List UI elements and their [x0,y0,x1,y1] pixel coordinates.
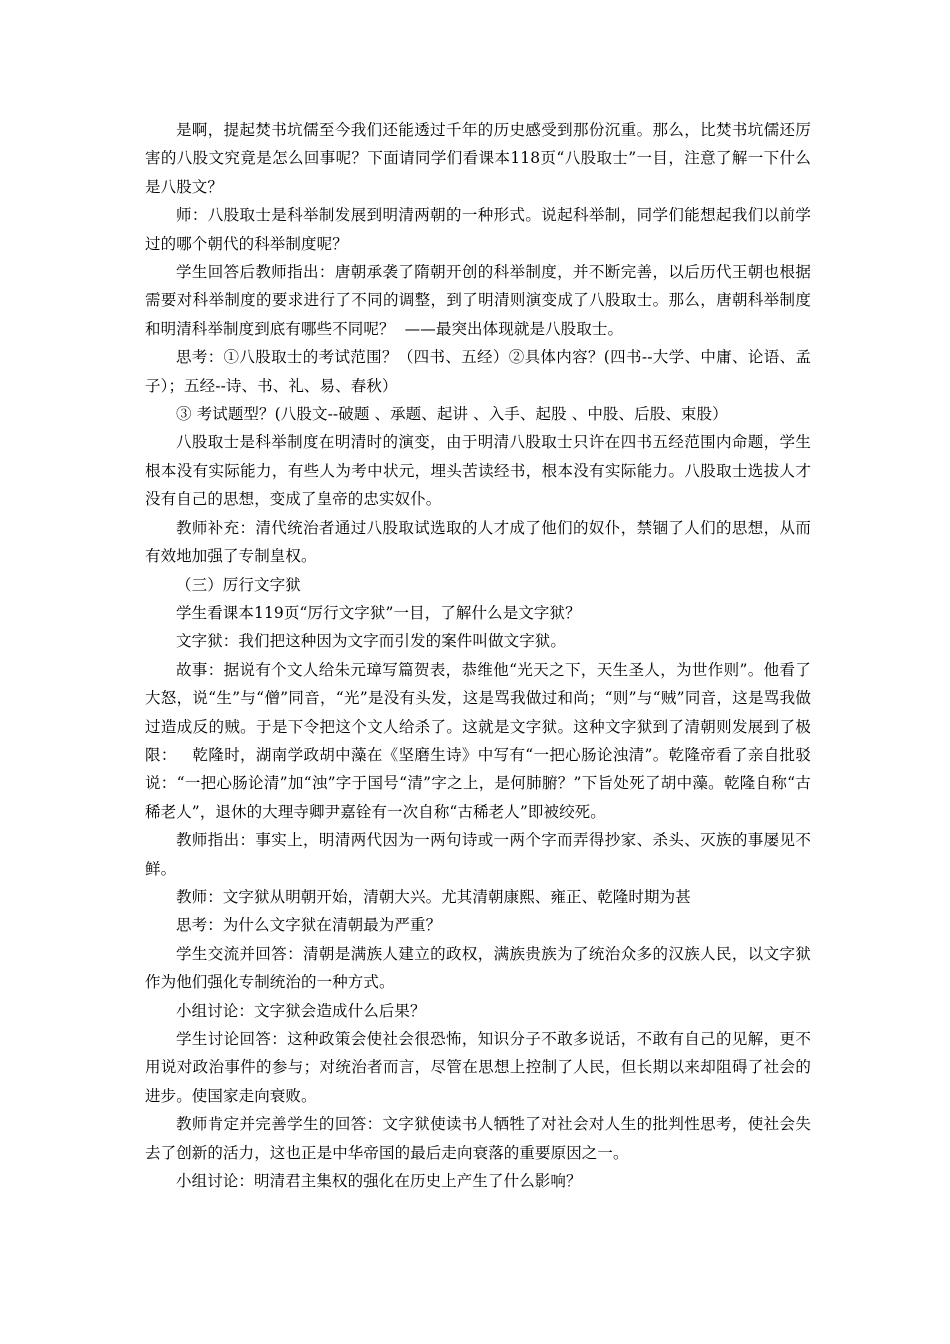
paragraph-teacher-points-out: 教师指出：事实上，明清两代因为一两句诗或一两个字而弄得抄家、杀头、灭族的事屡见不鲜。 [145,831,811,878]
paragraph-group-discussion-2: 小组讨论：明清君主集权的强化在历史上产生了什么影响？ [176,1172,582,1191]
document-body [145,116,811,1195]
paragraph-textbook-instruction: 学生看课本119页“厉行文字狱”一目，了解什么是文字狱？ [176,603,581,622]
paragraph-think-question-type: ③ 考试题型？(八股文--破题 、承题、起讲 、入手、起股 、中股、后股、束股） [176,405,728,424]
paragraph-teacher-explanation: 学生回答后教师指出：唐朝承袭了隋朝开创的科举制度，并不断完善，以后历代王朝也根据需要对科举制度的要求进行了不同的调整，到了明清则演变成了八股取士。那么，唐朝科举制度和明清科举制度到底有哪些不同呢？ ——最突出体现就是八股取士。 [145,263,811,338]
paragraph-intro: 是啊，提起焚书坑儒至今我们还能透过千年的历史感受到那份沉重。那么，比焚书坑儒还厉害的八股文究竟是怎么回事呢？下面请同学们看课本118页“八股取士”一目，注意了解一下什么是八股文？ [145,121,811,196]
paragraph-student-discussion-answer: 学生讨论回答：这种政策会使社会很恐怖，知识分子不敢多说话，不敢有自己的见解，更不用说对政治事件的参与；对统治者而言，尽管在思想上控制了人民，但长期以来却阻碍了社会的进步。使国家走向衰败。 [145,1030,811,1105]
paragraph-teacher-supplement: 教师补充：清代统治者通过八股取试选取的人才成了他们的奴仆，禁锢了人们的思想，从而有效地加强了专制皇权。 [145,518,811,566]
paragraph-student-answer: 学生交流并回答：清朝是满族人建立的政权，满族贵族为了统治众多的汉族人民，以文字狱作为他们强化专制统治的一种方式。 [145,944,811,992]
paragraph-teacher-note: 教师：文字狱从明朝开始，清朝大兴。尤其清朝康熙、雍正、乾隆时期为甚 [176,887,691,906]
paragraph-story: 故事：据说有个文人给朱元璋写篇贺表，恭维他“光天之下，天生圣人，为世作则”。他看了大怒，说“生”与“僧”同音，“光”是没有头发，这是骂我做过和尚；“则”与“贼”同音，这是骂我做过造成反的贼。于是下令把这个文人给杀了。这就是文字狱。这种文字狱到了清朝则发展到了极限： 乾隆时，湖南学政胡中藻在《坚磨生诗》中写有“一把心肠论浊清”。乾隆帝看了亲自批驳说：“一把心肠论清”加“浊”字于国号“清”字之上，是何肺腑？”下旨处死了胡中藻。乾隆自称“古稀老人”，退休的大理寺卿尹嘉铨有一次自称“古稀老人”即被绞死。 [145,660,811,821]
paragraph-baguqushi-summary: 八股取士是科举制度在明清时的演变，由于明清八股取士只许在四书五经范围内命题，学生根本没有实际能力，有些人为考中状元，埋头苦读经书，根本没有实际能力。八股取士选拔人才没有自己的思想，变成了皇帝的忠实奴仆。 [145,433,811,509]
section-heading-wenziyu: （三）厉行文字狱 [176,575,301,594]
paragraph-teacher-question: 师：八股取士是科举制发展到明清两朝的一种形式。说起科举制，同学们能想起我们以前学过的哪个朝代的科举制度呢？ [145,206,811,253]
paragraph-think-why: 思考：为什么文字狱在清朝最为严重？ [176,916,442,935]
paragraph-group-discussion-1: 小组讨论：文字狱会造成什么后果？ [176,1001,426,1020]
paragraph-think-scope: 思考：①八股取士的考试范围？（四书、五经）②具体内容？(四书--大学、中庸、论语、孟子）；五经--诗、书、礼、易、春秋） [145,348,811,395]
paragraph-teacher-affirmation: 教师肯定并完善学生的回答：文字狱使读书人牺牲了对社会对人生的批判性思考，使社会失去了创新的活力，这也正是中华帝国的最后走向衰落的重要原因之一。 [145,1115,811,1162]
paragraph-wenziyu-definition: 文字狱：我们把这种因为文字而引发的案件叫做文字狱。 [176,632,567,651]
